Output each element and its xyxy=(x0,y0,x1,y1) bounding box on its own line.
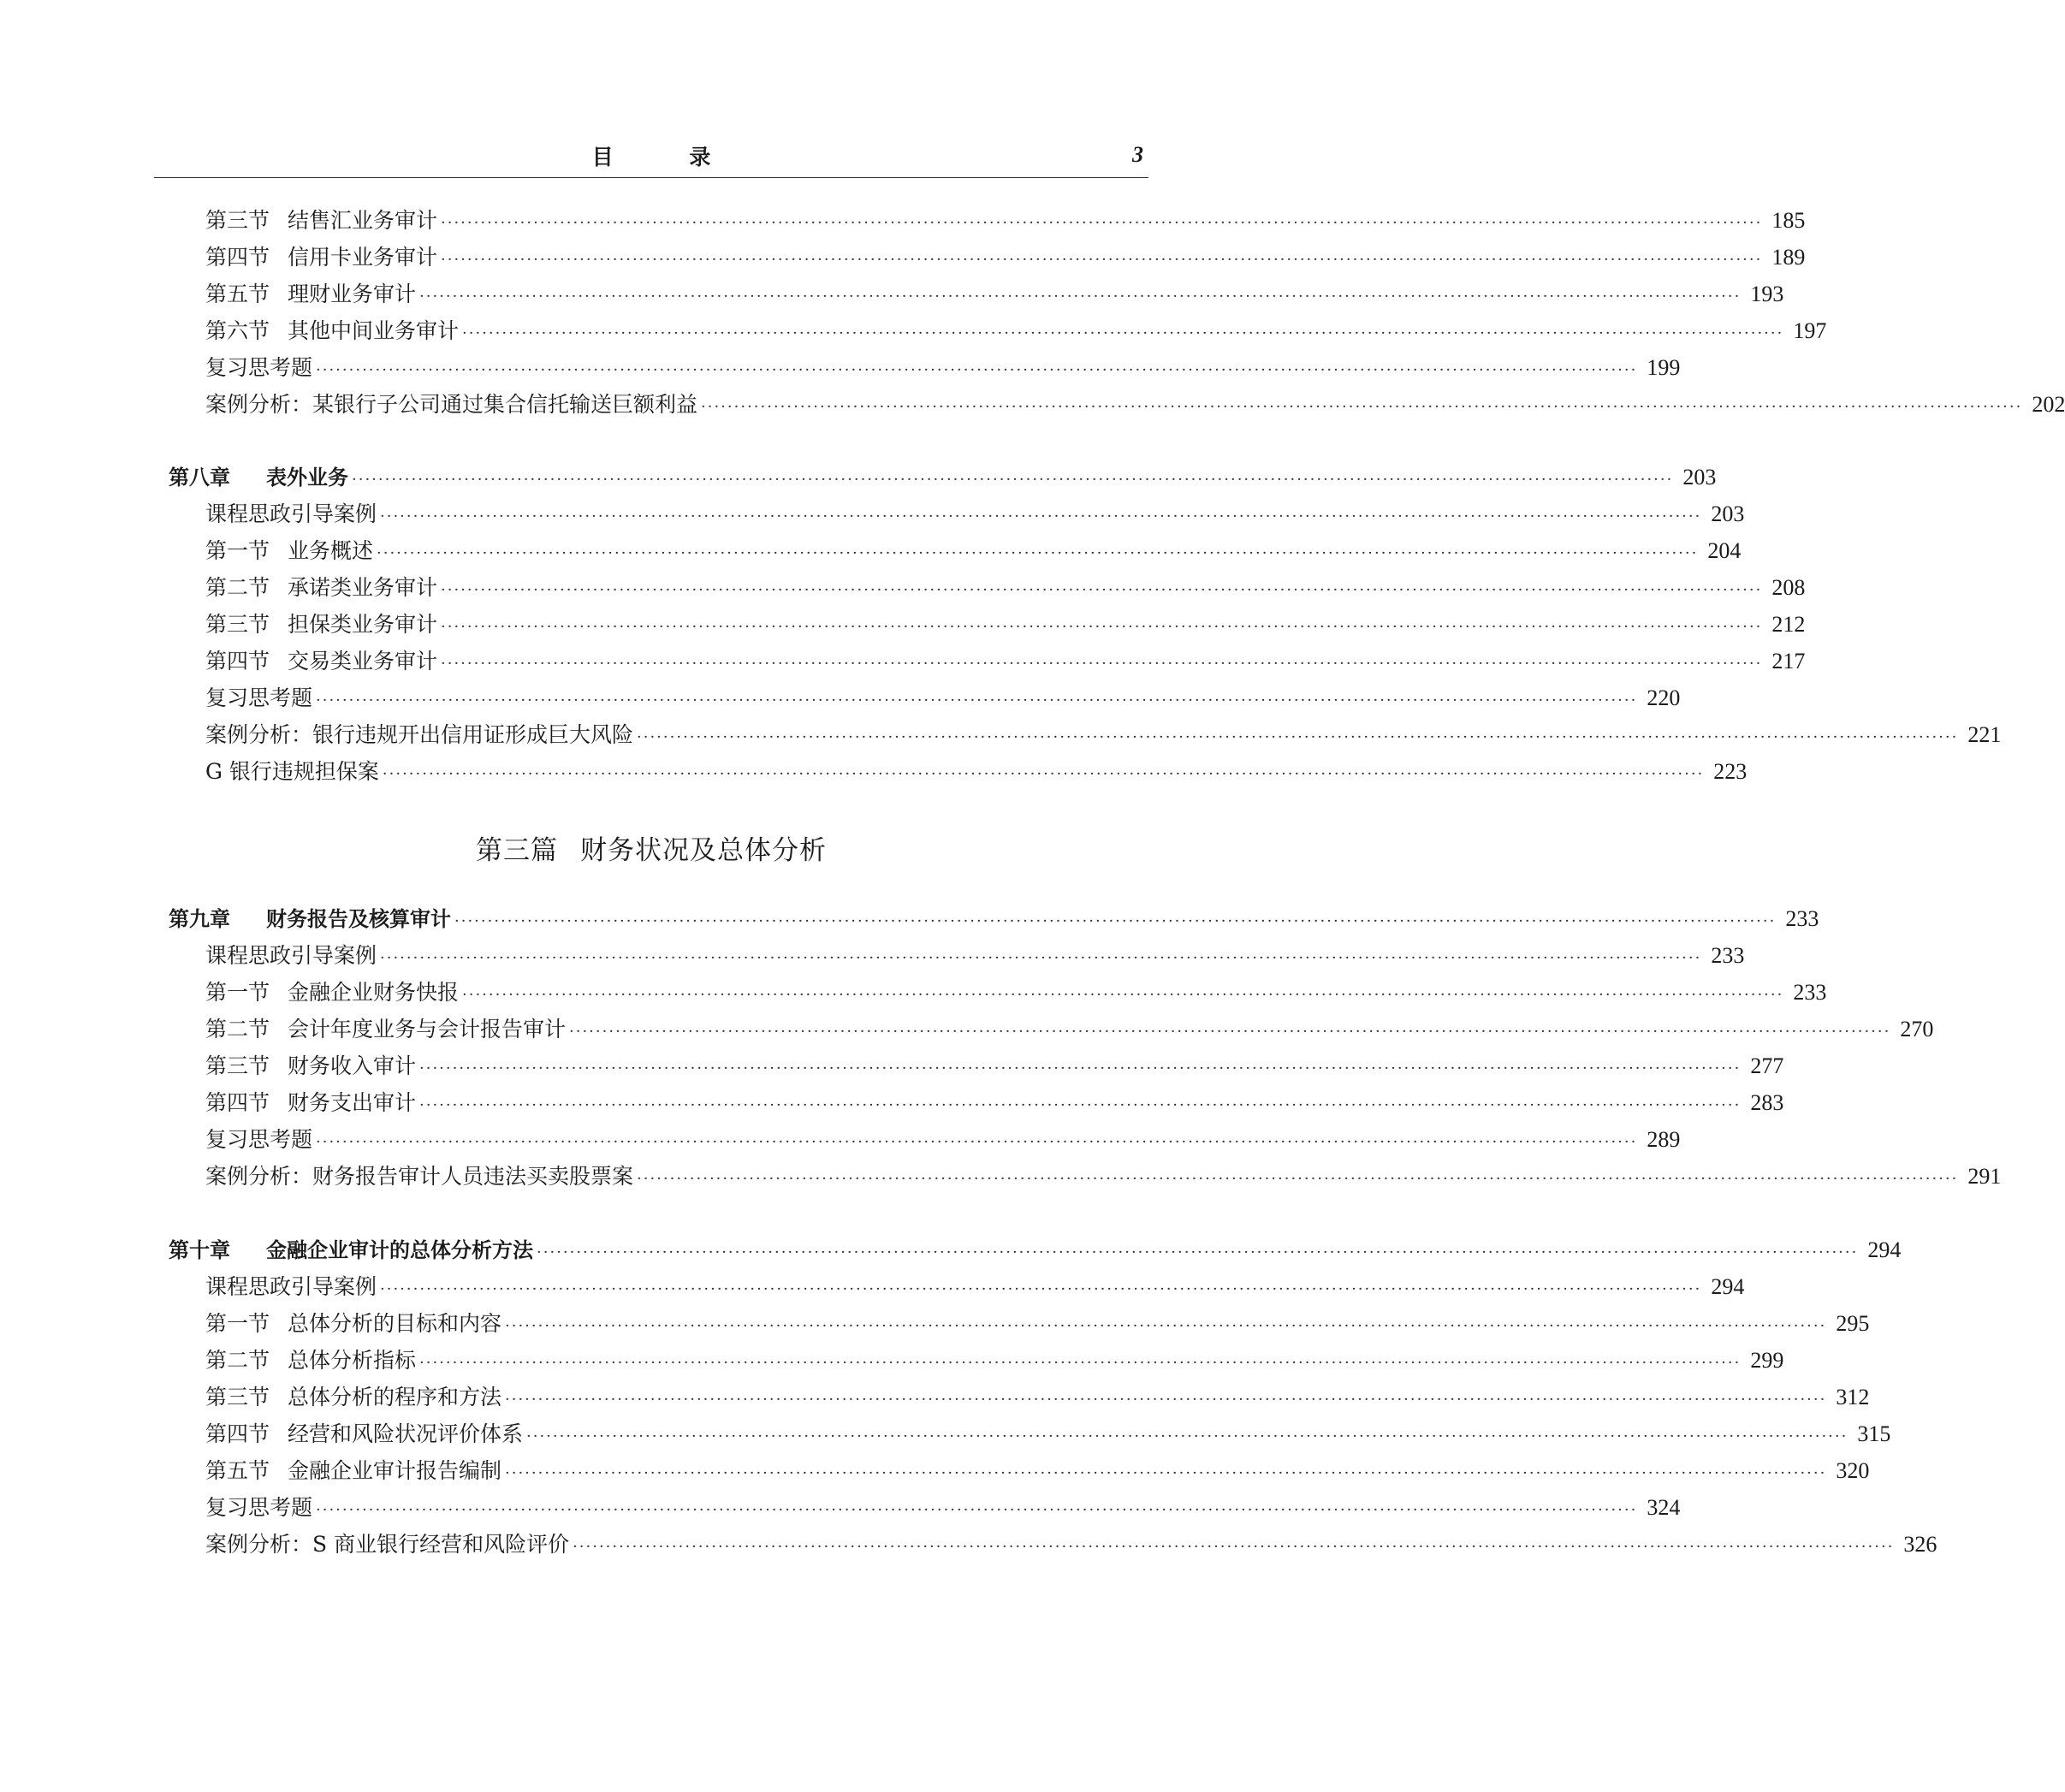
toc-entry[interactable] xyxy=(205,571,1806,605)
dot-leader: ········································································································································································································ xyxy=(505,1464,1827,1482)
toc-entry-number: 第六节 xyxy=(205,318,270,343)
toc-entry-title: 课程思政引导案例 xyxy=(205,501,377,526)
dot-leader: ········································································································································································································ xyxy=(505,1317,1827,1335)
dot-leader: ········································································································································································································ xyxy=(637,728,1959,746)
toc-entry-number: 第三节 xyxy=(205,208,270,233)
toc-entry-title: 复习思考题 xyxy=(205,355,313,380)
toc-entry-title: 经营和风险状况评价体系 xyxy=(288,1421,524,1446)
toc-entry[interactable] xyxy=(205,681,1681,715)
toc-chapter-page: 233 xyxy=(1785,906,1819,931)
toc-entry[interactable] xyxy=(205,204,1806,238)
dot-leader: ········································································································································································································ xyxy=(316,691,1638,709)
toc-entry-title: 业务概述 xyxy=(288,538,374,563)
toc-entry-title: 信用卡业务审计 xyxy=(288,245,438,270)
part-number: 第三篇 xyxy=(476,835,558,866)
toc-entry-page: 212 xyxy=(1771,612,1806,637)
toc-entry[interactable] xyxy=(205,1049,1784,1083)
toc-chapter-page: 203 xyxy=(1682,465,1717,490)
dot-leader: ········································································································································································································ xyxy=(419,1059,1742,1077)
toc-entry-title: 复习思考题 xyxy=(205,685,313,710)
toc-entry[interactable] xyxy=(205,608,1806,642)
page-title: 目 录 xyxy=(591,145,745,169)
dot-leader: ········································································································································································································ xyxy=(419,1354,1742,1372)
toc-entry-number: 第一节 xyxy=(205,538,270,563)
toc-entry[interactable] xyxy=(205,644,1806,679)
dot-leader: ········································································································································································································ xyxy=(526,1427,1848,1445)
toc-entry[interactable] xyxy=(205,351,1681,385)
toc-entry-title: G 银行违规担保案 xyxy=(205,759,379,784)
toc-entry-page: 299 xyxy=(1750,1348,1784,1373)
toc-entry[interactable] xyxy=(205,388,2065,422)
toc-chapter-number: 第九章 xyxy=(169,907,230,931)
toc-entry-page: 208 xyxy=(1771,575,1806,600)
toc-entry-title: 课程思政引导案例 xyxy=(205,1274,377,1299)
dot-leader: ········································································································································································································ xyxy=(573,1538,1895,1556)
toc-entry[interactable] xyxy=(205,1086,1784,1120)
toc-chapter-title: 表外业务 xyxy=(266,466,348,490)
header-rule xyxy=(154,177,1148,178)
toc-entry-title: 复习思考题 xyxy=(205,1495,313,1520)
dot-leader: ········································································································································································································ xyxy=(316,1133,1638,1151)
toc-entry-title: 复习思考题 xyxy=(205,1127,313,1152)
toc-entry-page: 199 xyxy=(1647,355,1681,380)
toc-entry-number: 第一节 xyxy=(205,980,270,1005)
dot-leader: ········································································································································································································ xyxy=(377,544,1699,562)
toc-chapter-number: 第八章 xyxy=(169,466,230,490)
toc-entry-page: 277 xyxy=(1750,1053,1784,1078)
toc-entry-page: 204 xyxy=(1707,538,1742,563)
toc-entry[interactable] xyxy=(205,497,1745,531)
toc-chapter-title: 财务报告及核算审计 xyxy=(266,907,451,931)
toc-entry-title: 金融企业财务快报 xyxy=(288,980,460,1005)
toc-entry-title: 总体分析指标 xyxy=(288,1348,417,1373)
toc-entry-page: 193 xyxy=(1750,282,1784,306)
toc-entry-number: 第五节 xyxy=(205,282,270,306)
toc-entry-page: 291 xyxy=(1967,1164,2002,1189)
toc-entry-number: 第二节 xyxy=(205,1348,270,1373)
toc-entry[interactable] xyxy=(205,718,2002,752)
toc-entry[interactable] xyxy=(205,1123,1681,1157)
toc-chapter-page: 294 xyxy=(1867,1237,1902,1262)
toc-entry-number: 第二节 xyxy=(205,575,270,600)
toc-chapter-title: 金融企业审计的总体分析方法 xyxy=(266,1238,533,1262)
dot-leader: ········································································································································································································ xyxy=(419,1096,1742,1114)
toc-chapter-number: 第十章 xyxy=(169,1238,230,1262)
dot-leader: ········································································································································································································ xyxy=(637,1170,1959,1188)
dot-leader: ········································································································································································································ xyxy=(441,618,1763,636)
toc-chapter[interactable] xyxy=(169,1233,1902,1267)
toc-entry[interactable] xyxy=(205,976,1827,1010)
toc-entry-title: 案例分析：某银行子公司通过集合信托输送巨额利益 xyxy=(205,392,698,417)
toc-entry-number: 第五节 xyxy=(205,1458,270,1483)
page-header xyxy=(154,137,1148,178)
dot-leader: ········································································································································································································ xyxy=(505,1391,1827,1409)
toc-entry-page: 223 xyxy=(1713,759,1748,784)
toc-entry-page: 220 xyxy=(1647,685,1681,710)
toc-entry-title: 理财业务审计 xyxy=(288,282,417,306)
toc-entry[interactable] xyxy=(205,1012,1934,1047)
toc-entry-page: 324 xyxy=(1647,1495,1681,1520)
toc-entry-page: 197 xyxy=(1793,318,1827,343)
toc-entry-title: 财务支出审计 xyxy=(288,1090,417,1115)
toc-entry[interactable] xyxy=(205,1528,1937,1562)
dot-leader: ········································································································································································································ xyxy=(380,949,1702,967)
dot-leader: ········································································································································································································ xyxy=(462,324,1784,342)
toc-entry-page: 203 xyxy=(1711,501,1745,526)
dot-leader: ········································································································································································································ xyxy=(441,655,1763,673)
dot-leader: ········································································································································································································ xyxy=(462,986,1784,1004)
toc-entry[interactable] xyxy=(205,1417,1891,1451)
dot-leader: ········································································································································································································ xyxy=(454,912,1777,930)
dot-leader: ········································································································································································································ xyxy=(382,765,1705,783)
toc-entry-title: 案例分析：财务报告审计人员违法买卖股票案 xyxy=(205,1164,634,1189)
part-heading xyxy=(154,828,1148,867)
toc-entry[interactable] xyxy=(205,1160,2002,1194)
dot-leader: ········································································································································································································ xyxy=(441,581,1763,599)
toc-entry-number: 第四节 xyxy=(205,245,270,270)
toc-chapter[interactable] xyxy=(169,460,1717,495)
toc-entry[interactable] xyxy=(205,1270,1745,1304)
toc-entry-page: 315 xyxy=(1857,1421,1891,1446)
toc-entry[interactable] xyxy=(205,1454,1870,1488)
toc-entry-page: 270 xyxy=(1900,1017,1934,1041)
toc-entry[interactable] xyxy=(205,1491,1681,1525)
toc-entry-page: 289 xyxy=(1647,1127,1681,1152)
toc-entry-page: 217 xyxy=(1771,649,1806,673)
toc-entry-page: 326 xyxy=(1903,1532,1937,1557)
dot-leader: ········································································································································································································ xyxy=(419,288,1742,306)
toc-entry[interactable] xyxy=(205,534,1742,568)
toc-entry[interactable] xyxy=(205,1380,1870,1415)
toc-entry-page: 320 xyxy=(1836,1458,1870,1483)
toc-entry-title: 案例分析：S 商业银行经营和风险评价 xyxy=(205,1532,570,1557)
toc-entry-number: 第二节 xyxy=(205,1017,270,1041)
toc-entry-number: 第三节 xyxy=(205,1385,270,1409)
dot-leader: ········································································································································································································ xyxy=(316,361,1638,379)
toc-entry[interactable] xyxy=(205,240,1806,275)
toc-entry-number: 第一节 xyxy=(205,1311,270,1336)
toc-entry-title: 金融企业审计报告编制 xyxy=(288,1458,502,1483)
dot-leader: ········································································································································································································ xyxy=(441,251,1763,269)
toc-chapter[interactable] xyxy=(169,902,1819,936)
toc-entry-title: 总体分析的目标和内容 xyxy=(288,1311,502,1336)
toc-entry-page: 233 xyxy=(1793,980,1827,1005)
dot-leader: ········································································································································································································ xyxy=(380,1280,1702,1298)
toc-entry-page: 295 xyxy=(1836,1311,1870,1336)
toc-entry-title: 承诺类业务审计 xyxy=(288,575,438,600)
toc-entry-page: 294 xyxy=(1711,1274,1745,1299)
toc-entry-page: 189 xyxy=(1771,245,1806,270)
dot-leader: ········································································································································································································ xyxy=(316,1501,1638,1519)
toc-entry-title: 课程思政引导案例 xyxy=(205,943,377,968)
dot-leader: ········································································································································································································ xyxy=(380,507,1702,525)
toc-entry-page: 233 xyxy=(1711,943,1745,968)
toc-entry-page: 202 xyxy=(2032,392,2065,417)
toc-entry-page: 283 xyxy=(1750,1090,1784,1115)
toc-entry-title: 其他中间业务审计 xyxy=(288,318,460,343)
dot-leader: ········································································································································································································ xyxy=(701,398,2023,416)
toc-entry-title: 案例分析：银行违规开出信用证形成巨大风险 xyxy=(205,722,634,747)
toc-entry[interactable] xyxy=(205,314,1827,348)
toc-entry-number: 第三节 xyxy=(205,612,270,637)
toc-entry[interactable] xyxy=(205,1344,1784,1378)
toc-entry[interactable] xyxy=(205,939,1745,973)
toc-entry[interactable] xyxy=(205,755,1748,789)
part-title: 财务状况及总体分析 xyxy=(580,835,827,866)
dot-leader: ········································································································································································································ xyxy=(537,1243,1859,1261)
toc-entry-number: 第三节 xyxy=(205,1053,270,1078)
page-number: 3 xyxy=(1132,142,1143,167)
toc-entry-title: 担保类业务审计 xyxy=(288,612,438,637)
dot-leader: ········································································································································································································ xyxy=(441,214,1763,232)
toc-entry[interactable] xyxy=(205,277,1784,312)
toc-entry[interactable] xyxy=(205,1307,1870,1341)
toc-entry-number: 第四节 xyxy=(205,1421,270,1446)
toc-entry-title: 交易类业务审计 xyxy=(288,649,438,673)
dot-leader: ········································································································································································································ xyxy=(352,471,1674,489)
toc-entry-title: 结售汇业务审计 xyxy=(288,208,438,233)
toc-entry-number: 第四节 xyxy=(205,649,270,673)
toc-entry-title: 总体分析的程序和方法 xyxy=(288,1385,502,1409)
dot-leader: ········································································································································································································ xyxy=(569,1023,1891,1041)
toc-entry-title: 财务收入审计 xyxy=(288,1053,417,1078)
toc-entry-number: 第四节 xyxy=(205,1090,270,1115)
toc-entry-page: 312 xyxy=(1836,1385,1870,1409)
toc-entry-page: 221 xyxy=(1967,722,2002,747)
toc-entry-title: 会计年度业务与会计报告审计 xyxy=(288,1017,567,1041)
toc-entry-page: 185 xyxy=(1771,208,1806,233)
